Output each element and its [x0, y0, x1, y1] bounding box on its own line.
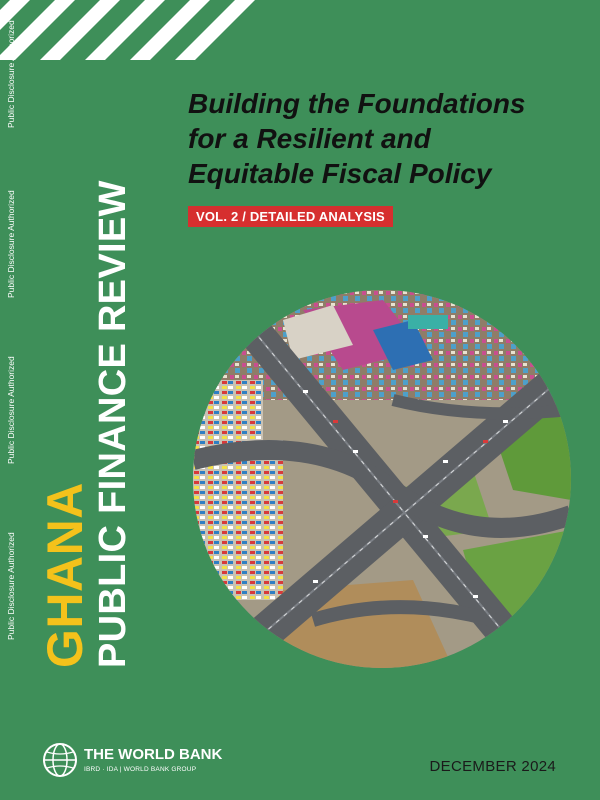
- title-line: Building the Foundations: [188, 88, 526, 119]
- country-name: GHANA: [37, 482, 93, 668]
- volume-badge: VOL. 2 / DETAILED ANALYSIS: [188, 206, 393, 227]
- publication-date: DECEMBER 2024: [429, 758, 556, 775]
- series-subtitle: PUBLIC FINANCE REVIEW: [92, 180, 134, 668]
- title-line: Equitable Fiscal Policy: [188, 158, 492, 189]
- publisher-subtitle: IBRD · IDA | WORLD BANK GROUP: [84, 766, 197, 773]
- aerial-interchange-photo: [193, 290, 571, 668]
- title-line: for a Resilient and: [188, 123, 431, 154]
- globe-icon: [42, 742, 78, 778]
- disclosure-label: Public Disclosure Authorized: [6, 20, 16, 128]
- decorative-stripes: [0, 0, 260, 60]
- series-title: [37, 180, 134, 668]
- disclosure-label: Public Disclosure Authorized: [6, 356, 16, 464]
- disclosure-label: Public Disclosure Authorized: [6, 190, 16, 298]
- report-title: [188, 86, 568, 191]
- disclosure-label: Public Disclosure Authorized: [6, 532, 16, 640]
- world-bank-logo: [42, 742, 282, 782]
- publisher-name: THE WORLD BANK: [84, 746, 223, 763]
